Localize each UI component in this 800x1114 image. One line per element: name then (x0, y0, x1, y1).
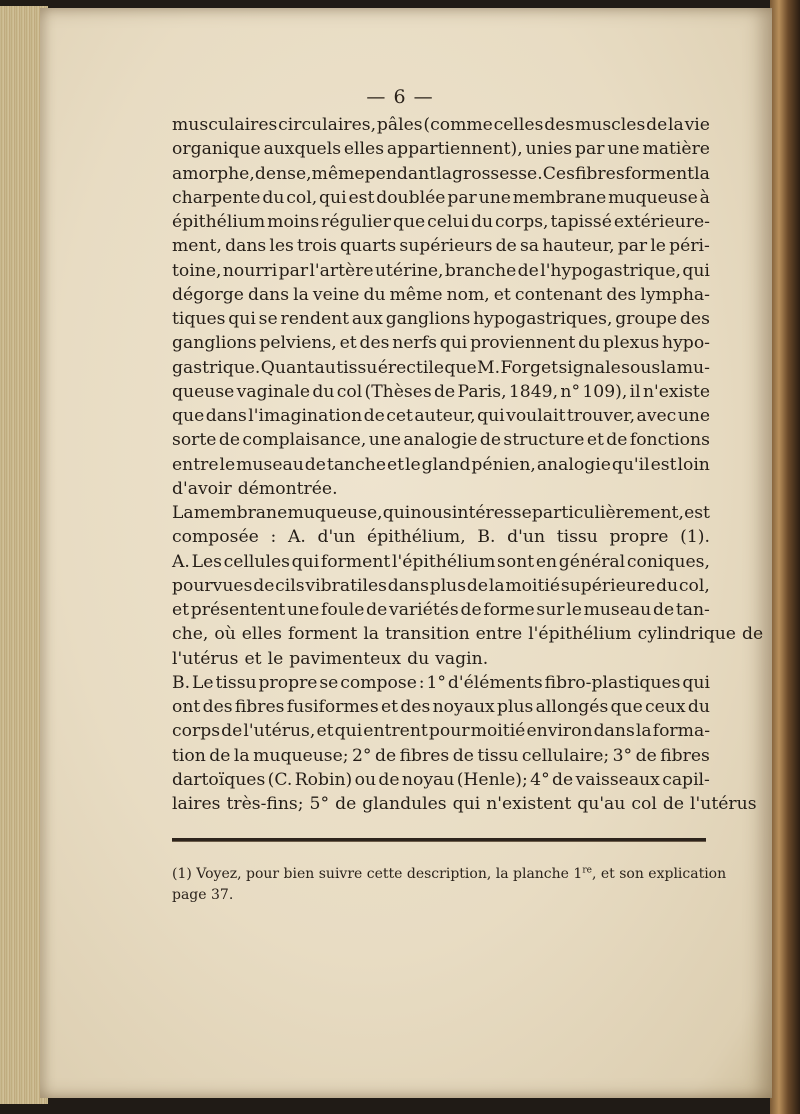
text-line: entre le museau de tanche et le gland pénien, analogie qu'il est loin (172, 454, 710, 475)
book-binding-edge (770, 0, 800, 1114)
text-line: ont des fibres fusiformes et des noyaux plus allongés que ceux du (172, 697, 710, 717)
text-line: dartoïques (C. Robin) ou de noyau (Henle); 4° de vaisseaux capil- (172, 769, 710, 790)
footnote-page-ref: page 37. (172, 887, 234, 903)
text-line: La membrane muqueuse, qui nous intéresse particulièrement, est (172, 503, 710, 523)
text-line: sorte de complaisance, une analogie de structure et de fonctions (172, 430, 710, 451)
text-line: laires très-fins; 5° de glandules qui n'existent qu'au col de l'utérus (172, 794, 757, 814)
text-line: ment, dans les trois quarts supérieurs de sa hauteur, par le péri- (172, 236, 710, 257)
text-line: gastrique. Quant au tissu érectile que M. Forget signale sous la mu- (172, 357, 710, 378)
footnote-rule (172, 838, 706, 842)
text-line: d'avoir démontrée. (172, 478, 338, 499)
text-line: l'utérus et le pavimenteux du vagin. (172, 648, 489, 669)
text-line: charpente du col, qui est doublée par une membrane muqueuse à (172, 187, 710, 208)
text-line: pourvues de cils vibratiles dans plus de la moitié supérieure du col, (172, 575, 710, 596)
text-line: musculaires circulaires, pâles (comme celles des muscles de la vie (172, 115, 710, 135)
footnote-line (172, 885, 706, 906)
text-line: que dans l'imagination de cet auteur, qui voulait trouver, avec une (172, 406, 710, 426)
page-number: — 6 — (366, 86, 434, 108)
text-line: B. Le tissu propre se compose : 1° d'éléments fibro-plastiques qui (172, 672, 710, 693)
body-text (172, 113, 764, 816)
text-line: toine, nourri par l'artère utérine, branche de l'hypogastrique, qui (172, 260, 710, 281)
text-line: organique auxquels elles appartiennent), unies par une matière (172, 139, 710, 160)
footnote-line (172, 864, 727, 885)
text-line: tiques qui se rendent aux ganglions hypogastriques, groupe des (172, 309, 710, 329)
text-line: corps de l'utérus, et qui entrent pour moitié environ dans la forma- (172, 721, 710, 742)
text-line: et présentent une foule de variétés de forme sur le museau de tan- (172, 600, 710, 620)
footnote-text-end: , et son explication (591, 866, 727, 882)
text-line: tion de la muqueuse; 2° de fibres de tissu cellulaire; 3° de fibres (172, 745, 710, 766)
text-line: queuse vaginale du col (Thèses de Paris, 1849, n° 109), il n'existe (172, 381, 710, 402)
text-line: che, où elles forment la transition entre l'épithélium cylindrique de (172, 624, 764, 645)
text-line: épithélium moins régulier que celui du corps, tapissé extérieure- (172, 212, 710, 232)
text-line: ganglions pelviens, et des nerfs qui proviennent du plexus hypo- (172, 333, 710, 354)
text-line: dégorge dans la veine du même nom, et contenant des lympha- (172, 284, 710, 305)
text-line: composée : A. d'un épithélium, B. d'un tissu propre (1). (172, 527, 710, 548)
text-line: A. Les cellules qui forment l'épithélium sont en général coniques, (172, 551, 710, 572)
footnote (172, 864, 727, 906)
text-line: amorphe, dense, même pendant la grossesse. Ces fibres forment la (172, 163, 710, 184)
footnote-text: (1) Voyez, pour bien suivre cette description, la planche 1 (172, 866, 583, 882)
footnote-superscript: re (582, 865, 592, 876)
